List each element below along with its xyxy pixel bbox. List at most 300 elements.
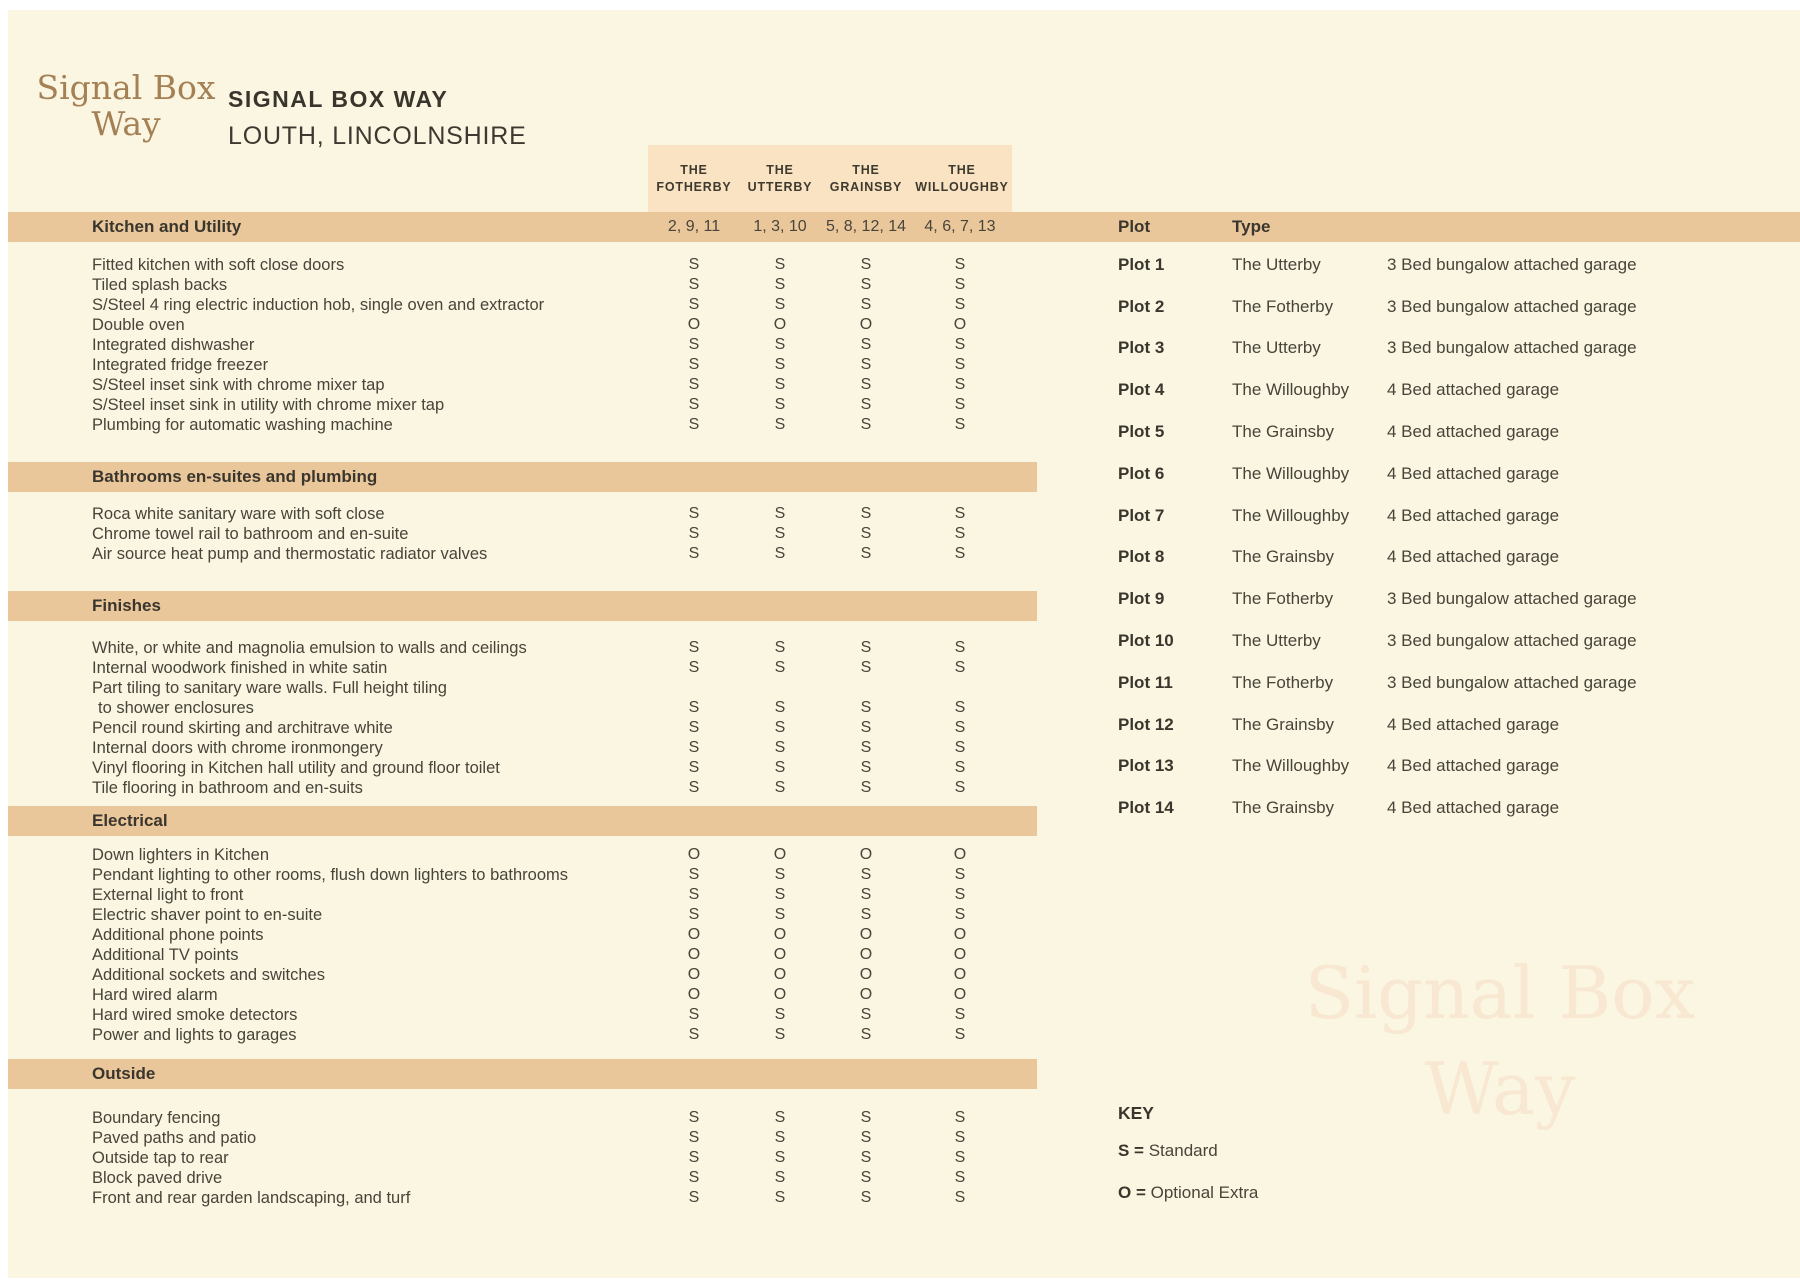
rows-electrical [8,845,1038,1045]
feature-value-fotherby: S [688,906,700,923]
feature-value-utterby: S [774,779,786,796]
feature-value-fotherby: S [688,336,700,353]
feature-value-willoughby: O [953,926,967,943]
feature-value-fotherby: S [688,276,700,293]
feature-value-willoughby: S [954,336,966,353]
plot-row [1118,453,1738,495]
page-subtitle: LOUTH, LINCOLNSHIRE [228,122,527,150]
feature-value-grainsby: O [859,846,873,863]
feature-label: Pendant lighting to other rooms, flush down lighters to bathrooms [92,866,569,884]
feature-value-grainsby: S [860,376,872,393]
feature-row [8,885,1038,905]
feature-value-grainsby: S [860,1129,872,1146]
feature-label: Air source heat pump and thermostatic radiator valves [92,545,488,563]
feature-row [8,778,1038,798]
feature-row [8,658,1038,678]
feature-row [8,845,1038,865]
feature-label: Outside tap to rear [92,1149,229,1167]
feature-label: Internal doors with chrome ironmongery [92,739,383,757]
plot-description: 3 Bed bungalow attached garage [1387,631,1637,651]
feature-value-willoughby: S [954,416,966,433]
plot-row [1118,578,1738,620]
feature-value-willoughby: S [954,759,966,776]
key-meaning: Optional Extra [1150,1183,1259,1202]
feature-value-willoughby: S [954,739,966,756]
plot-number: Plot 8 [1118,547,1165,567]
feature-value-grainsby: S [860,1169,872,1186]
feature-row [8,1168,1038,1188]
plot-description: 3 Bed bungalow attached garage [1387,338,1637,358]
plot-house-type: The Fotherby [1232,296,1334,316]
feature-value-utterby: S [774,256,786,273]
plot-house-type: The Grainsby [1232,422,1335,442]
feature-value-willoughby: O [953,966,967,983]
feature-row [8,335,1038,355]
plot-numbers-willoughby: 4, 6, 7, 13 [924,218,996,235]
main-header-band [8,212,1800,242]
feature-value-willoughby: S [954,1169,966,1186]
feature-value-fotherby: S [688,759,700,776]
feature-value-utterby: S [774,296,786,313]
feature-row [8,1108,1038,1128]
feature-value-grainsby: O [859,986,873,1003]
feature-row [8,275,1038,295]
feature-value-utterby: S [774,1149,786,1166]
feature-value-utterby: S [774,719,786,736]
feature-value-fotherby: S [688,1129,700,1146]
plot-numbers-fotherby: 2, 9, 11 [667,218,721,235]
feature-value-utterby: S [774,276,786,293]
feature-value-grainsby: S [860,866,872,883]
feature-row [8,524,1038,544]
plot-row [1118,244,1738,286]
feature-value-grainsby: S [860,1006,872,1023]
plot-row [1118,662,1738,704]
plot-description: 3 Bed bungalow attached garage [1387,672,1637,692]
feature-value-grainsby: S [860,525,872,542]
plot-number: Plot 11 [1118,672,1173,692]
feature-value-willoughby: S [954,1026,966,1043]
plot-description: 4 Bed attached garage [1387,505,1560,525]
feature-label: Paved paths and patio [92,1129,257,1147]
feature-value-willoughby: S [954,779,966,796]
feature-value-grainsby: S [860,276,872,293]
feature-value-willoughby: S [954,276,966,293]
feature-value-utterby: S [774,376,786,393]
feature-value-fotherby: O [687,986,701,1003]
feature-value-willoughby: S [954,545,966,562]
feature-value-willoughby: S [954,906,966,923]
feature-value-utterby: S [774,1189,786,1206]
feature-label: Front and rear garden landscaping, and turf [92,1189,411,1207]
feature-value-grainsby: S [860,256,872,273]
plot-number: Plot 1 [1118,254,1165,274]
feature-value-willoughby: O [953,986,967,1003]
key-symbol: O = [1118,1183,1151,1202]
plot-description: 3 Bed bungalow attached garage [1387,589,1637,609]
feature-row [8,738,1038,758]
feature-row [8,985,1038,1005]
feature-value-willoughby: S [954,1149,966,1166]
feature-label: Vinyl flooring in Kitchen hall utility and ground floor toilet [92,759,500,777]
feature-value-utterby: O [773,846,787,863]
plot-row [1118,369,1738,411]
plot-number: Plot 2 [1118,296,1165,316]
feature-value-grainsby: O [859,316,873,333]
feature-row [8,945,1038,965]
feature-value-fotherby: S [688,719,700,736]
feature-label: Tile flooring in bathroom and en-suits [92,779,363,797]
feature-value-utterby: S [774,505,786,522]
plot-number: Plot 14 [1118,798,1174,818]
plot-row [1118,620,1738,662]
feature-value-grainsby: S [860,545,872,562]
feature-label: Integrated fridge freezer [92,356,269,374]
feature-value-utterby: S [774,739,786,756]
feature-value-utterby: S [774,659,786,676]
feature-value-fotherby: S [688,866,700,883]
feature-value-willoughby: S [954,699,966,716]
feature-row [8,1188,1038,1208]
feature-value-utterby: S [774,639,786,656]
plot-house-type: The Utterby [1232,338,1321,358]
feature-value-fotherby: S [688,296,700,313]
plot-description: 4 Bed attached garage [1387,756,1560,776]
plot-number: Plot 5 [1118,422,1165,442]
plot-row [1118,704,1738,746]
feature-value-willoughby: O [953,316,967,333]
feature-value-willoughby: S [954,866,966,883]
plot-house-type: The Grainsby [1232,714,1335,734]
feature-value-willoughby: O [953,946,967,963]
feature-value-fotherby: S [688,356,700,373]
house-type-line2: WILLOUGHBY [915,179,1009,194]
feature-label: Additional sockets and switches [92,966,325,984]
plot-row [1118,537,1738,579]
rows-finishes [8,638,1038,798]
plot-number: Plot 7 [1118,505,1165,525]
feature-value-willoughby: S [954,256,966,273]
feature-value-utterby: S [774,545,786,562]
feature-row [8,544,1038,564]
feature-label: Boundary fencing [92,1109,221,1127]
feature-value-utterby: S [774,759,786,776]
feature-value-willoughby: S [954,525,966,542]
feature-row [8,375,1038,395]
feature-label: S/Steel inset sink with chrome mixer tap [92,376,385,394]
feature-label: Down lighters in Kitchen [92,846,270,864]
feature-row [8,905,1038,925]
feature-row [8,965,1038,985]
feature-value-utterby: S [774,1109,786,1126]
plot-row [1118,328,1738,370]
feature-value-fotherby: O [687,926,701,943]
feature-label: Additional TV points [92,946,239,964]
feature-value-fotherby: S [688,779,700,796]
feature-value-grainsby: S [860,1189,872,1206]
feature-value-utterby: S [774,1169,786,1186]
plot-house-type: The Willoughby [1232,463,1350,483]
key-item [1118,1182,1258,1204]
feature-value-utterby: O [773,966,787,983]
section-band-electrical [8,806,1037,836]
key-item [1118,1140,1258,1162]
feature-row [8,1025,1038,1045]
feature-value-willoughby: S [954,719,966,736]
plot-number: Plot 10 [1118,631,1174,651]
feature-value-fotherby: S [688,659,700,676]
plot-numbers-utterby: 1, 3, 10 [753,218,807,235]
feature-value-grainsby: S [860,739,872,756]
plot-description: 4 Bed attached garage [1387,422,1560,442]
feature-label: Roca white sanitary ware with soft close [92,505,385,523]
house-type-header-box [648,145,1012,212]
feature-value-grainsby: S [860,336,872,353]
plot-house-type: The Fotherby [1232,589,1334,609]
rows-outside [8,1108,1038,1208]
feature-row [8,718,1038,738]
feature-value-willoughby: S [954,396,966,413]
watermark-line-1: Signal Box [1304,951,1696,1035]
feature-label: Hard wired smoke detectors [92,1006,298,1024]
feature-value-willoughby: S [954,1129,966,1146]
feature-value-fotherby: S [688,886,700,903]
feature-value-grainsby: S [860,1026,872,1043]
feature-value-grainsby: S [860,356,872,373]
key-legend [1118,1102,1258,1204]
plot-description: 4 Bed attached garage [1387,380,1560,400]
feature-label: Hard wired alarm [92,986,218,1004]
feature-value-grainsby: S [860,886,872,903]
feature-value-fotherby: S [688,739,700,756]
feature-label: Additional phone points [92,926,264,944]
house-type-line1: THE [852,162,880,177]
plot-number: Plot 3 [1118,338,1165,358]
feature-value-utterby: O [773,946,787,963]
plot-number: Plot 12 [1118,714,1174,734]
feature-value-utterby: S [774,1129,786,1146]
house-type-line1: THE [680,162,708,177]
feature-value-utterby: S [774,525,786,542]
feature-row [8,315,1038,335]
feature-value-grainsby: S [860,1149,872,1166]
feature-label: S/Steel 4 ring electric induction hob, single oven and extractor [92,296,545,314]
feature-value-willoughby: S [954,1006,966,1023]
rows-kitchen-and-utility [8,255,1038,435]
plot-house-type: The Utterby [1232,631,1321,651]
feature-value-fotherby: S [688,1189,700,1206]
feature-value-fotherby: S [688,256,700,273]
feature-value-fotherby: S [688,525,700,542]
feature-value-utterby: S [774,1006,786,1023]
feature-value-willoughby: O [953,846,967,863]
house-type-line1: THE [766,162,794,177]
section-band-bathrooms [8,462,1037,492]
house-type-line2: GRAINSBY [829,179,903,194]
plot-description: 3 Bed bungalow attached garage [1387,254,1637,274]
section-title-bathrooms: Bathrooms en-suites and plumbing [92,467,378,486]
plot-numbers-grainsby: 5, 8, 12, 14 [825,218,907,235]
feature-row [8,1148,1038,1168]
plot-row [1118,746,1738,788]
feature-row [8,758,1038,778]
feature-value-utterby: O [773,926,787,943]
house-type-line2: UTTERBY [747,179,813,194]
feature-value-fotherby: S [688,545,700,562]
feature-value-grainsby: O [859,946,873,963]
feature-label: Chrome towel rail to bathroom and en-suite [92,525,409,543]
section-title-finishes: Finishes [92,596,161,615]
feature-row [8,678,1038,718]
house-type-column-grainsby [823,162,909,196]
plot-house-type: The Willoughby [1232,756,1350,776]
feature-value-willoughby: S [954,659,966,676]
key-title: KEY [1118,1103,1154,1123]
brand-logo [36,70,216,142]
house-type-column-utterby [737,162,823,196]
plot-number: Plot 13 [1118,756,1174,776]
feature-value-grainsby: S [860,719,872,736]
feature-label: Pencil round skirting and architrave white [92,719,393,737]
feature-value-utterby: S [774,866,786,883]
feature-value-fotherby: S [688,1149,700,1166]
feature-value-utterby: S [774,396,786,413]
plot-row [1118,787,1738,829]
section-band-finishes [8,591,1037,621]
plot-row [1118,495,1738,537]
feature-value-willoughby: S [954,356,966,373]
feature-row [8,255,1038,275]
house-type-line2: FOTHERBY [656,179,732,194]
feature-value-fotherby: S [688,699,700,716]
feature-row [8,1005,1038,1025]
feature-value-utterby: S [774,416,786,433]
feature-value-grainsby: S [860,906,872,923]
plot-house-type: The Willoughby [1232,505,1350,525]
feature-value-fotherby: S [688,416,700,433]
plot-row [1118,411,1738,453]
plot-description: 4 Bed attached garage [1387,798,1560,818]
house-type-line1: THE [948,162,976,177]
feature-row [8,395,1038,415]
plot-number: Plot 9 [1118,589,1165,609]
feature-value-fotherby: S [688,1026,700,1043]
house-type-column-willoughby [909,162,1015,196]
feature-label: Integrated dishwasher [92,336,255,354]
feature-row [8,415,1038,435]
feature-value-willoughby: S [954,296,966,313]
plot-house-type: The Utterby [1232,254,1321,274]
feature-label: Internal woodwork finished in white satin [92,659,388,677]
section-title-kitchen-and-utility: Kitchen and Utility [92,217,242,236]
plot-description: 4 Bed attached garage [1387,714,1560,734]
plot-list [1118,244,1738,829]
feature-label: Plumbing for automatic washing machine [92,416,393,434]
plot-description: 4 Bed attached garage [1387,547,1560,567]
feature-value-grainsby: S [860,396,872,413]
feature-row [8,865,1038,885]
feature-value-utterby: S [774,356,786,373]
feature-row [8,925,1038,945]
feature-label-line1: Part tiling to sanitary ware walls. Full height tiling [92,679,447,697]
feature-value-fotherby: O [687,846,701,863]
feature-value-fotherby: S [688,1109,700,1126]
feature-label: Tiled splash backs [92,276,228,294]
feature-label-line2: to shower enclosures [98,699,254,717]
feature-value-fotherby: S [688,376,700,393]
feature-row [8,1128,1038,1148]
feature-value-utterby: S [774,699,786,716]
feature-value-willoughby: S [954,1109,966,1126]
feature-row [8,355,1038,375]
feature-value-grainsby: S [860,296,872,313]
feature-label: Double oven [92,316,185,334]
kitchen-band-grid [8,212,1800,242]
feature-row [8,295,1038,315]
feature-value-fotherby: S [688,1169,700,1186]
logo-line-1: Signal Box [36,68,216,107]
feature-label [92,678,651,718]
feature-value-utterby: S [774,886,786,903]
plot-house-type: The Fotherby [1232,672,1334,692]
feature-value-willoughby: S [954,505,966,522]
feature-value-utterby: S [774,906,786,923]
plot-row [1118,286,1738,328]
feature-label: Fitted kitchen with soft close doors [92,256,345,274]
feature-value-willoughby: S [954,886,966,903]
feature-value-fotherby: O [687,946,701,963]
feature-label: Block paved drive [92,1169,223,1187]
key-symbol: S = [1118,1141,1149,1160]
feature-value-grainsby: O [859,966,873,983]
feature-value-grainsby: S [860,639,872,656]
feature-row [8,638,1038,658]
feature-value-utterby: O [773,986,787,1003]
plot-column-header: Plot [1118,217,1151,236]
plot-house-type: The Grainsby [1232,547,1335,567]
feature-value-grainsby: S [860,699,872,716]
plot-description: 4 Bed attached garage [1387,463,1560,483]
feature-label: S/Steel inset sink in utility with chrome mixer tap [92,396,445,414]
feature-value-willoughby: S [954,1189,966,1206]
feature-value-willoughby: S [954,639,966,656]
feature-value-utterby: O [773,316,787,333]
watermark-line-2: Way [1424,1047,1576,1131]
plot-house-type: The Willoughby [1232,380,1350,400]
feature-value-fotherby: S [688,1006,700,1023]
feature-value-grainsby: S [860,505,872,522]
section-title-outside: Outside [92,1064,156,1083]
feature-value-grainsby: S [860,759,872,776]
logo-line-2: Way [91,104,161,143]
section-band-outside [8,1059,1037,1089]
feature-value-fotherby: O [687,316,701,333]
feature-value-fotherby: S [688,505,700,522]
feature-label: Power and lights to garages [92,1026,297,1044]
title-block [228,86,527,151]
feature-value-grainsby: O [859,926,873,943]
feature-value-fotherby: S [688,639,700,656]
page-title: SIGNAL BOX WAY [228,86,449,112]
plot-house-type: The Grainsby [1232,798,1335,818]
house-type-column-fotherby [651,162,737,196]
feature-value-grainsby: S [860,416,872,433]
feature-value-grainsby: S [860,1109,872,1126]
feature-value-utterby: S [774,336,786,353]
feature-row [8,504,1038,524]
feature-value-fotherby: O [687,966,701,983]
plot-number: Plot 6 [1118,463,1165,483]
